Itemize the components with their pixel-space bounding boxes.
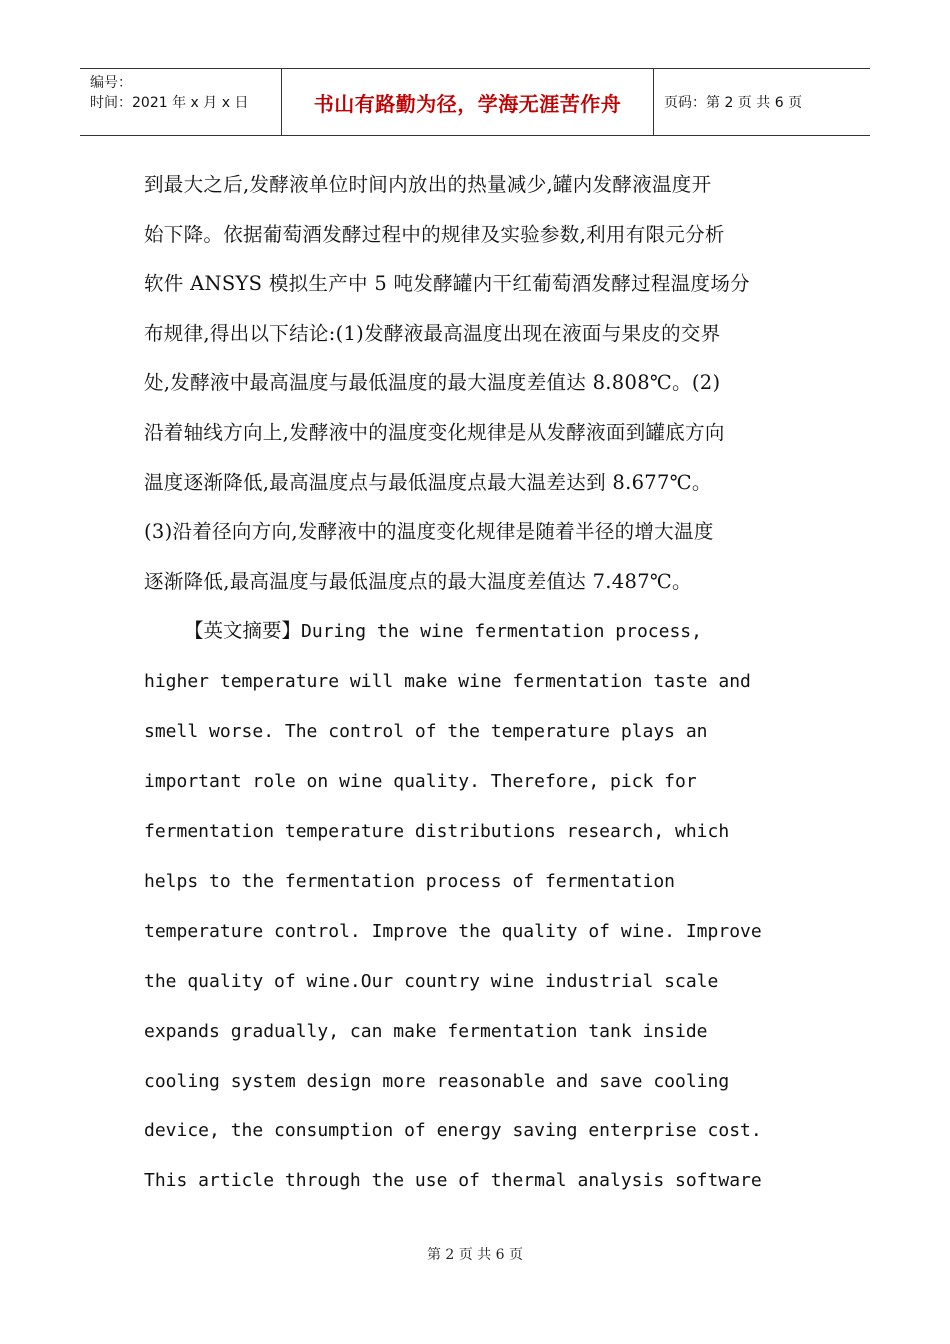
abstract-label: 【英文摘要】 bbox=[184, 619, 302, 643]
body-line: 始下降。依据葡萄酒发酵过程中的规律及实验参数,利用有限元分析 bbox=[144, 222, 725, 246]
abstract-line: smell worse. The control of the temperature plays an bbox=[144, 721, 708, 743]
abstract-line: important role on wine quality. Therefore, pick for bbox=[144, 771, 697, 793]
document-body bbox=[144, 160, 809, 1206]
abstract-first-line bbox=[144, 606, 809, 657]
body-line: 温度逐渐降低,最高温度点与最低温度点最大温差达到 8.677℃。 bbox=[144, 470, 712, 494]
body-line: 处,发酵液中最高温度与最低温度的最大温度差值达 8.808℃。(2) bbox=[144, 371, 721, 395]
body-line: 逐渐降低,最高温度与最低温度点的最大温度差值达 7.487℃。 bbox=[144, 569, 692, 593]
body-line: 软件 ANSYS 模拟生产中 5 吨发酵罐内干红葡萄酒发酵过程温度场分 bbox=[144, 272, 750, 296]
page-footer: 第 2 页 共 6 页 bbox=[426, 1247, 524, 1263]
document-date: 时间：2021 年 x 月 x 日 bbox=[90, 95, 249, 111]
page-header bbox=[80, 68, 870, 136]
abstract-line: temperature control. Improve the quality of wine. Improve bbox=[144, 920, 762, 942]
abstract-line: cooling system design more reasonable and save cooling bbox=[144, 1070, 730, 1092]
body-line: (3)沿着径向方向,发酵液中的温度变化规律是随着半径的增大温度 bbox=[144, 520, 714, 544]
abstract-line: expands gradually, can make fermentation tank inside bbox=[144, 1020, 708, 1042]
document-number: 编号： bbox=[90, 75, 132, 91]
body-line: 到最大之后,发酵液单位时间内放出的热量减少,罐内发酵液温度开 bbox=[144, 173, 712, 196]
abstract-line: fermentation temperature distributions research, which bbox=[144, 820, 730, 842]
header-motto: 书山有路勤为径，学海无涯苦作舟 bbox=[282, 69, 654, 135]
abstract-line: helps to the fermentation process of fermentation bbox=[144, 870, 676, 892]
abstract-line: higher temperature will make wine fermentation taste and bbox=[144, 671, 751, 693]
abstract-line: This article through the use of thermal analysis software bbox=[144, 1170, 762, 1192]
abstract-line: the quality of wine.Our country wine industrial scale bbox=[144, 970, 719, 992]
abstract-line: device, the consumption of energy saving enterprise cost. bbox=[144, 1120, 762, 1142]
header-page-info: 页码：第 2 页 共 6 页 bbox=[664, 95, 803, 111]
header-meta bbox=[80, 69, 282, 135]
abstract-first-text: During the wine fermentation process, bbox=[301, 621, 702, 643]
body-line: 沿着轴线方向上,发酵液中的温度变化规律是从发酵液面到罐底方向 bbox=[144, 420, 725, 444]
body-line: 布规律,得出以下结论:(1)发酵液最高温度出现在液面与果皮的交界 bbox=[144, 321, 721, 345]
